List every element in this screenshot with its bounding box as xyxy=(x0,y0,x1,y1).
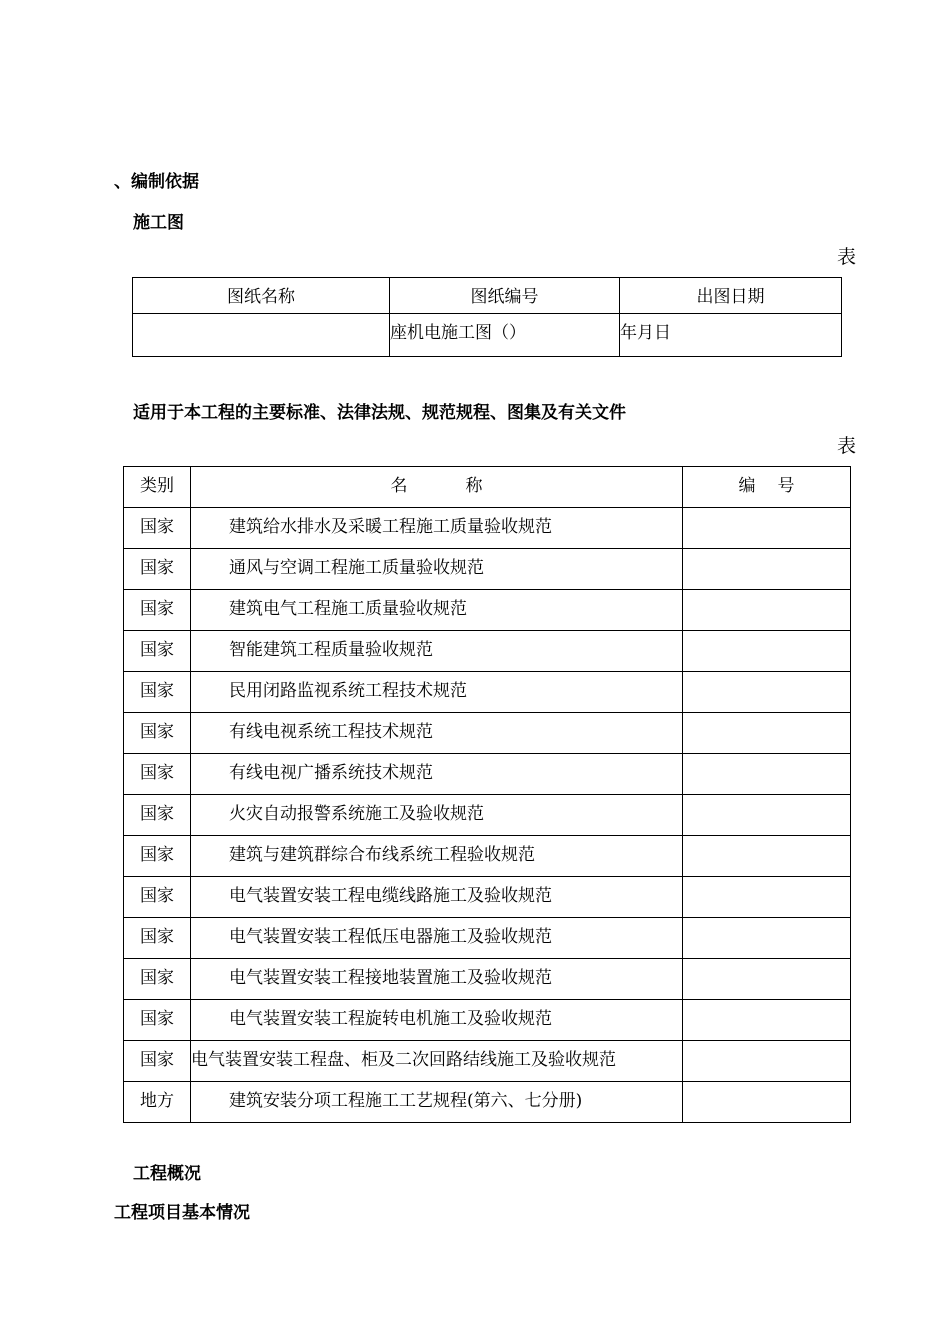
cell-standard-name: 电气装置安装工程盘、柜及二次回路结线施工及验收规范 xyxy=(191,1041,683,1082)
cell-category: 国家 xyxy=(124,508,191,549)
header-number xyxy=(683,467,851,508)
table-row xyxy=(124,754,851,795)
cell-standard-name: 电气装置安装工程接地装置施工及验收规范 xyxy=(191,959,683,1000)
table-header-row xyxy=(133,278,842,314)
cell-standard-name: 电气装置安装工程电缆线路施工及验收规范 xyxy=(191,877,683,918)
cell-standard-name: 电气装置安装工程低压电器施工及验收规范 xyxy=(191,918,683,959)
cell-category: 国家 xyxy=(124,959,191,1000)
table-row xyxy=(124,672,851,713)
header-name-part-2: 称 xyxy=(465,476,483,496)
table-label-1: 表 xyxy=(837,246,857,268)
table-row xyxy=(133,314,842,357)
table-row xyxy=(124,590,851,631)
table-header-row xyxy=(124,467,851,508)
section-heading-overview: 工程概况 xyxy=(133,1164,201,1184)
cell-standard-name: 有线电视系统工程技术规范 xyxy=(191,713,683,754)
section-heading-basic-info: 工程项目基本情况 xyxy=(114,1203,250,1223)
cell-standard-name: 民用闭路监视系统工程技术规范 xyxy=(191,672,683,713)
cell-standard-name: 智能建筑工程质量验收规范 xyxy=(191,631,683,672)
cell-standard-name: 电气装置安装工程旋转电机施工及验收规范 xyxy=(191,1000,683,1041)
cell-standard-number xyxy=(683,795,851,836)
cell-standard-number xyxy=(683,508,851,549)
cell-category: 国家 xyxy=(124,918,191,959)
table-row xyxy=(124,549,851,590)
table-row xyxy=(124,631,851,672)
cell-standard-number xyxy=(683,549,851,590)
cell-standard-name: 有线电视广播系统技术规范 xyxy=(191,754,683,795)
table-row xyxy=(124,877,851,918)
drawing-table xyxy=(132,277,842,357)
cell-category: 国家 xyxy=(124,549,191,590)
table-row xyxy=(124,959,851,1000)
section-heading-drawings: 施工图 xyxy=(133,213,184,233)
cell-standard-number xyxy=(683,918,851,959)
cell-category: 国家 xyxy=(124,1000,191,1041)
table-row xyxy=(124,1082,851,1123)
table-row xyxy=(124,1041,851,1082)
section-heading-standards: 适用于本工程的主要标准、法律法规、规范规程、图集及有关文件 xyxy=(133,403,626,423)
cell-standard-number xyxy=(683,836,851,877)
cell-standard-name: 建筑给水排水及采暖工程施工质量验收规范 xyxy=(191,508,683,549)
cell-category: 国家 xyxy=(124,795,191,836)
table-row xyxy=(124,508,851,549)
cell-standard-name: 建筑安装分项工程施工工艺规程(第六、七分册) xyxy=(191,1082,683,1123)
cell-standard-name: 建筑与建筑群综合布线系统工程验收规范 xyxy=(191,836,683,877)
header-drawing-number: 图纸编号 xyxy=(390,278,620,314)
cell-standard-number xyxy=(683,590,851,631)
cell-standard-number xyxy=(683,631,851,672)
cell-category: 国家 xyxy=(124,1041,191,1082)
cell-category: 国家 xyxy=(124,877,191,918)
cell-issue-date: 年月日 xyxy=(620,314,842,357)
cell-standard-number xyxy=(683,1041,851,1082)
table-row xyxy=(124,918,851,959)
cell-category: 国家 xyxy=(124,836,191,877)
cell-category: 国家 xyxy=(124,631,191,672)
header-drawing-name: 图纸名称 xyxy=(133,278,390,314)
cell-category: 国家 xyxy=(124,590,191,631)
cell-standard-number xyxy=(683,1082,851,1123)
cell-standard-number xyxy=(683,754,851,795)
cell-standard-name: 建筑电气工程施工质量验收规范 xyxy=(191,590,683,631)
header-number-part-2: 号 xyxy=(777,476,795,496)
header-name-part-1: 名 xyxy=(390,476,408,496)
header-issue-date: 出图日期 xyxy=(620,278,842,314)
cell-standard-number xyxy=(683,877,851,918)
table-label-2: 表 xyxy=(837,435,857,457)
cell-drawing-name xyxy=(133,314,390,357)
cell-category: 国家 xyxy=(124,713,191,754)
header-category: 类别 xyxy=(124,467,191,508)
cell-category: 国家 xyxy=(124,672,191,713)
header-number-part-1: 编 xyxy=(738,476,756,496)
cell-standard-name: 通风与空调工程施工质量验收规范 xyxy=(191,549,683,590)
header-name xyxy=(191,467,683,508)
cell-category: 地方 xyxy=(124,1082,191,1123)
cell-standard-number xyxy=(683,672,851,713)
table-row xyxy=(124,795,851,836)
table-row xyxy=(124,713,851,754)
section-heading-basis: 、编制依据 xyxy=(114,172,199,192)
cell-standard-number xyxy=(683,959,851,1000)
cell-drawing-number: 座机电施工图（） xyxy=(390,314,620,357)
cell-category: 国家 xyxy=(124,754,191,795)
standards-table xyxy=(123,466,851,1123)
cell-standard-name: 火灾自动报警系统施工及验收规范 xyxy=(191,795,683,836)
table-row xyxy=(124,1000,851,1041)
cell-standard-number xyxy=(683,1000,851,1041)
table-row xyxy=(124,836,851,877)
cell-standard-number xyxy=(683,713,851,754)
